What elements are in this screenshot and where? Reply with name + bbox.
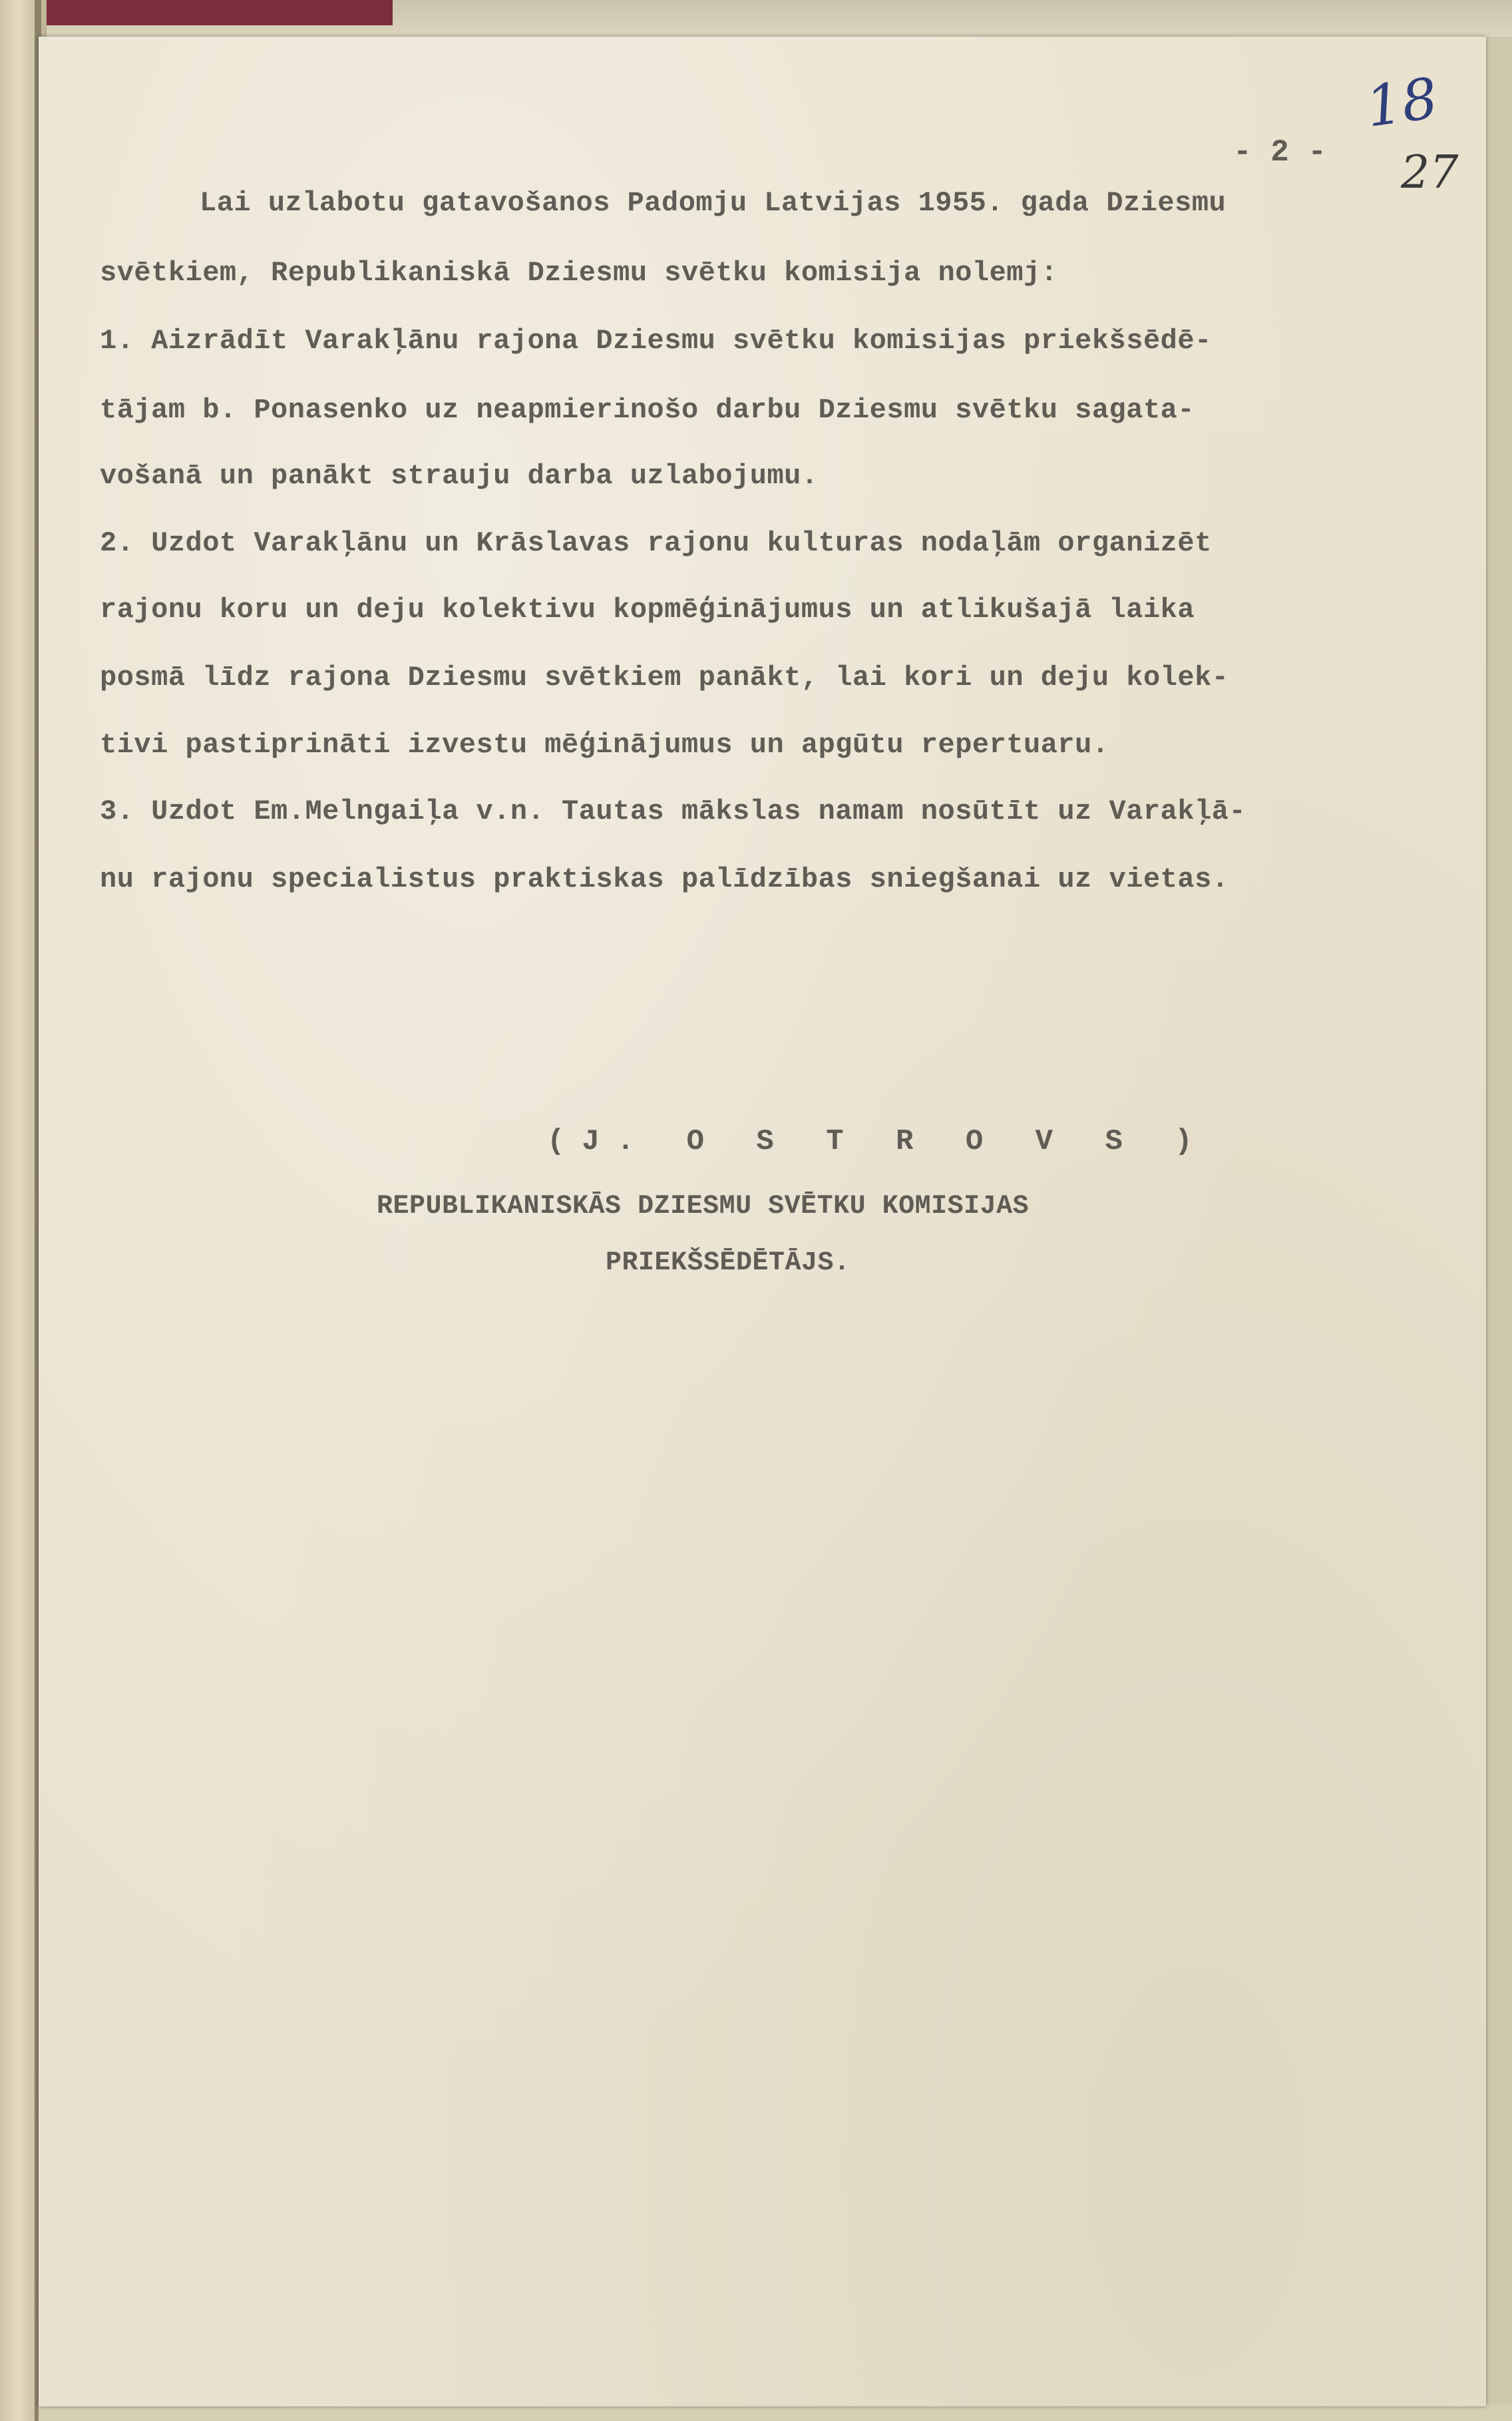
bottom-page-edge bbox=[39, 2404, 1512, 2421]
body-line-11: nu rajonu specialistus praktiskas palīdzības sniegšanai uz vietas. bbox=[100, 863, 1229, 895]
body-line-9: tivi pastiprināti izvestu mēģinājumus un apgūtu repertuaru. bbox=[100, 729, 1109, 761]
body-line-7: rajonu koru un deju kolektivu kopmēģinājumus un atlikušajā laika bbox=[100, 594, 1195, 626]
body-line-6: 2. Uzdot Varakļānu un Krāslavas rajonu kulturas nodaļām organizēt bbox=[100, 527, 1212, 559]
signatory-name: (J. O S T R O V S ) bbox=[547, 1125, 1210, 1158]
body-line-2: svētkiem, Republikaniskā Dziesmu svētku komisija nolemj: bbox=[100, 257, 1058, 289]
folder-corner bbox=[47, 0, 393, 25]
body-line-5: vošanā un panākt strauju darba uzlabojumu. bbox=[100, 460, 819, 492]
right-page-edge bbox=[1486, 37, 1512, 2421]
body-line-8: posmā līdz rajona Dziesmu svētkiem panākt, lai kori un deju kolek- bbox=[100, 662, 1229, 694]
signatory-title-line-1: REPUBLIKANISKĀS DZIESMU SVĒTKU KOMISIJAS bbox=[377, 1192, 1030, 1221]
signatory-title-line-2: PRIEKŠSĒDĒTĀJS. bbox=[606, 1248, 850, 1278]
archive-number-secondary: 27 bbox=[1401, 146, 1459, 199]
top-strip bbox=[47, 0, 1512, 40]
body-line-3: 1. Aizrādīt Varakļānu rajona Dziesmu svētku komisijas priekšsēdē- bbox=[100, 325, 1212, 357]
body-line-10: 3. Uzdot Em.Melngaiļa v.n. Tautas mākslas namam nosūtīt uz Varakļā- bbox=[100, 795, 1246, 827]
document-page bbox=[39, 37, 1486, 2406]
body-line-4: tājam b. Ponasenko uz neapmierinošo darbu Dziesmu svētku sagata- bbox=[100, 394, 1195, 426]
archive-number-primary: 18 bbox=[1362, 65, 1442, 140]
body-line-1: Lai uzlabotu gatavošanos Padomju Latvijas 1955. gada Dziesmu bbox=[200, 187, 1227, 219]
page-number: - 2 - bbox=[1233, 135, 1327, 170]
